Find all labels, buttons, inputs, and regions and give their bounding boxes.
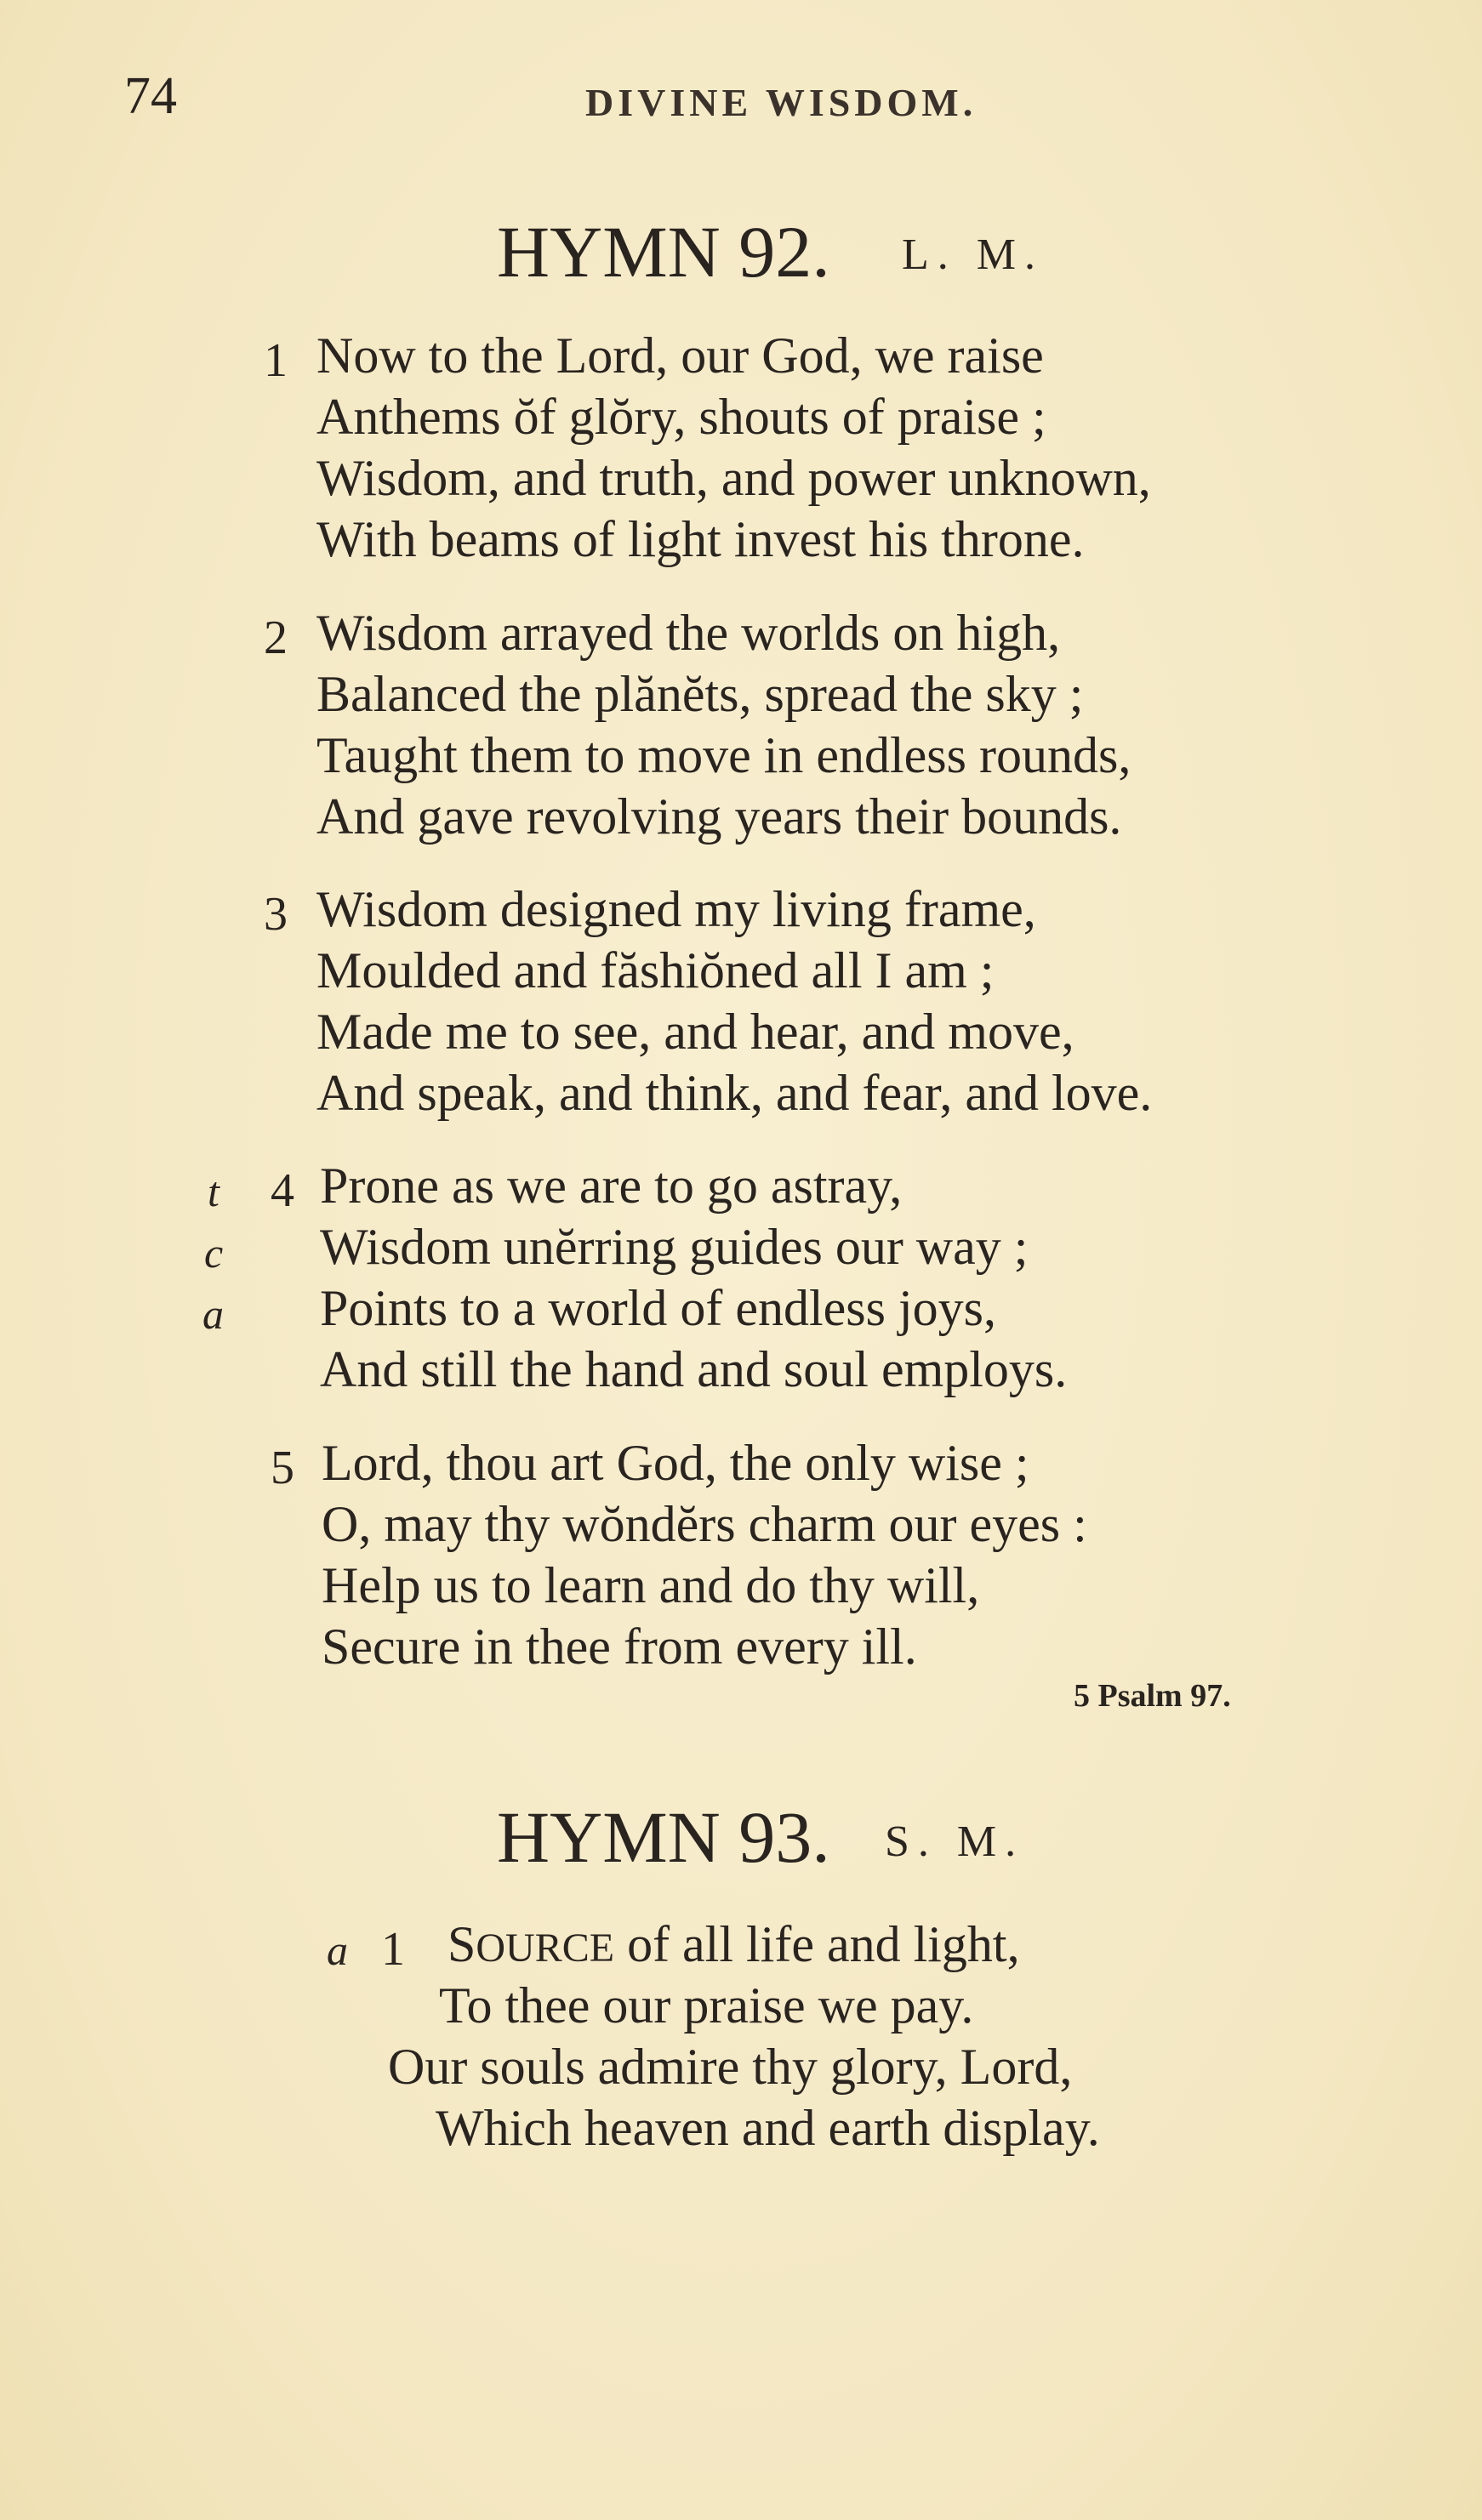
stanza-line: And speak, and think, and fear, and love. [316,1065,1153,1121]
stanza-number: 2 [264,612,288,664]
dynamic-mark: t [208,1168,219,1215]
stanza-line: Now to the Lord, our God, we raise [316,327,1044,384]
stanza-number: 5 [271,1442,294,1494]
stanza-number: 3 [264,888,288,941]
page-number: 74 [124,67,177,125]
running-title: DIVINE WISDOM. [585,81,978,124]
stanza-line: Wisdom unĕrring guides our way ; [320,1219,1029,1275]
hymn-93-title: HYMN 93. [497,1796,830,1878]
stanza-line: Our souls admire thy glory, Lord, [388,2039,1073,2095]
stanza-line: To thee our praise we pay. [439,1977,974,2034]
stanza-number: 1 [381,1923,405,1976]
stanza-line: And still the hand and soul employs. [320,1341,1068,1397]
cross-reference: 5 Psalm 97. [1074,1678,1231,1714]
stanza-line: Wisdom arrayed the worlds on high, [316,605,1061,661]
small-caps-initial: S [447,1916,476,1972]
stanza-line: With beams of light invest his throne. [316,511,1085,567]
stanza-line: of all life and light, [614,1916,1020,1972]
stanza-line: Moulded and făshiŏned all I am ; [316,942,995,998]
stanza-line: And gave revolving years their bounds. [316,788,1122,845]
stanza-line: Lord, thou art God, the only wise ; [322,1435,1029,1491]
stanza-number: 1 [264,334,288,387]
stanza-line: Wisdom designed my living frame, [316,881,1036,937]
stanza-line: Balanced the plănĕts, spread the sky ; [316,666,1084,722]
stanza-line: Help us to learn and do thy will, [322,1557,980,1613]
hymn-93-meter: S. M. [885,1817,1025,1866]
stanza-line: Anthems ŏf glŏry, shouts of praise ; [316,389,1046,445]
stanza-line: Wisdom, and truth, and power unknown, [316,450,1151,506]
stanza-line: Secure in thee from every ill. [322,1618,917,1675]
stanza-line: Prone as we are to go astray, [320,1158,903,1214]
stanza-line: Which heaven and earth display. [436,2100,1100,2156]
hymn-92-title: HYMN 92. [497,211,830,293]
stanza-number: 4 [271,1164,294,1217]
dynamic-mark: a [327,1926,348,1974]
stanza-line: Taught them to move in endless rounds, [316,727,1131,783]
stanza-line: Made me to see, and hear, and move, [316,1004,1074,1060]
stanza-line: O, may thy wŏndĕrs charm our eyes : [322,1496,1087,1552]
small-caps-rest: OURCE [476,1926,615,1971]
dynamic-mark: c [204,1229,224,1277]
stanza-line: Points to a world of endless joys, [320,1280,996,1336]
hymn-92-meter: L. M. [902,230,1044,279]
dynamic-mark: a [202,1290,224,1338]
stanza-first-line [447,1915,1020,1974]
